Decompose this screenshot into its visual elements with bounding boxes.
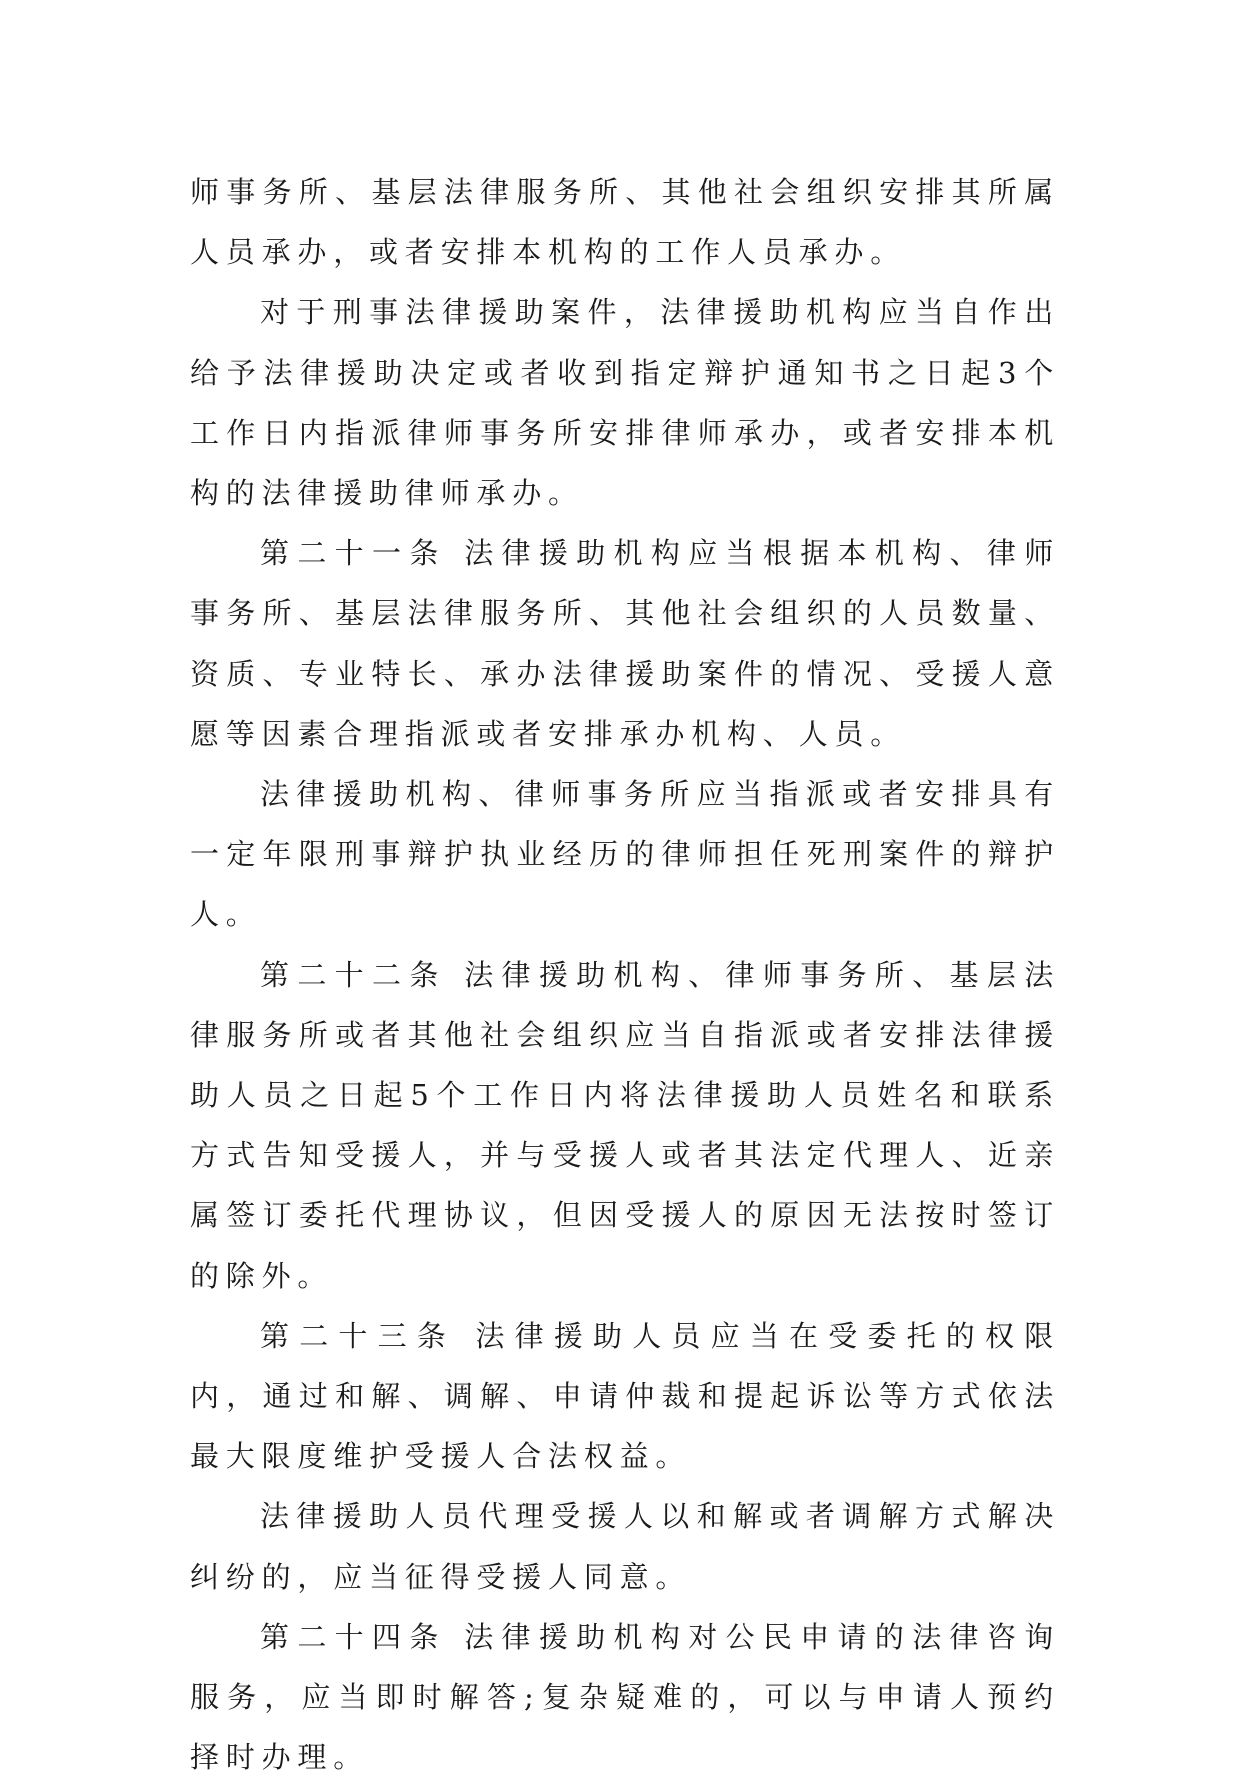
paragraph-article-22: 第二十二条 法律援助机构、律师事务所、基层法律服务所或者其他社会组织应当自指派或者安排法律援助人员之日起5个工作日内将法律援助人员姓名和联系方式告知受援人，并与受援人或者其法定代理人、近亲属签订委托代理协议，但因受援人的原因无法按时签订的除外。: [190, 957, 1060, 1293]
paragraph-settlement-consent: 法律援助人员代理受援人以和解或者调解方式解决纠纷的，应当征得受援人同意。: [190, 1499, 1060, 1594]
paragraph-article-24: 第二十四条 法律援助机构对公民申请的法律咨询服务，应当即时解答;复杂疑难的，可以与申请人预约择时办理。: [190, 1619, 1060, 1775]
paragraph-criminal-case-assignment: 对于刑事法律援助案件，法律援助机构应当自作出给予法律援助决定或者收到指定辩护通知书之日起3个工作日内指派律师事务所安排律师承办，或者安排本机构的法律援助律师承办。: [190, 295, 1060, 511]
paragraph-article-21: 第二十一条 法律援助机构应当根据本机构、律师事务所、基层法律服务所、其他社会组织的人员数量、资质、专业特长、承办法律援助案件的情况、受援人意愿等因素合理指派或者安排承办机构、人员。: [190, 536, 1060, 751]
paragraph-continuation: 师事务所、基层法律服务所、其他社会组织安排其所属人员承办，或者安排本机构的工作人员承办。: [190, 175, 1060, 270]
document-body: [190, 162, 1060, 1787]
paragraph-death-penalty-defender: 法律援助机构、律师事务所应当指派或者安排具有一定年限刑事辩护执业经历的律师担任死刑案件的辩护人。: [190, 777, 1060, 932]
paragraph-article-23: 第二十三条 法律援助人员应当在受委托的权限内，通过和解、调解、申请仲裁和提起诉讼等方式依法最大限度维护受援人合法权益。: [190, 1318, 1060, 1474]
